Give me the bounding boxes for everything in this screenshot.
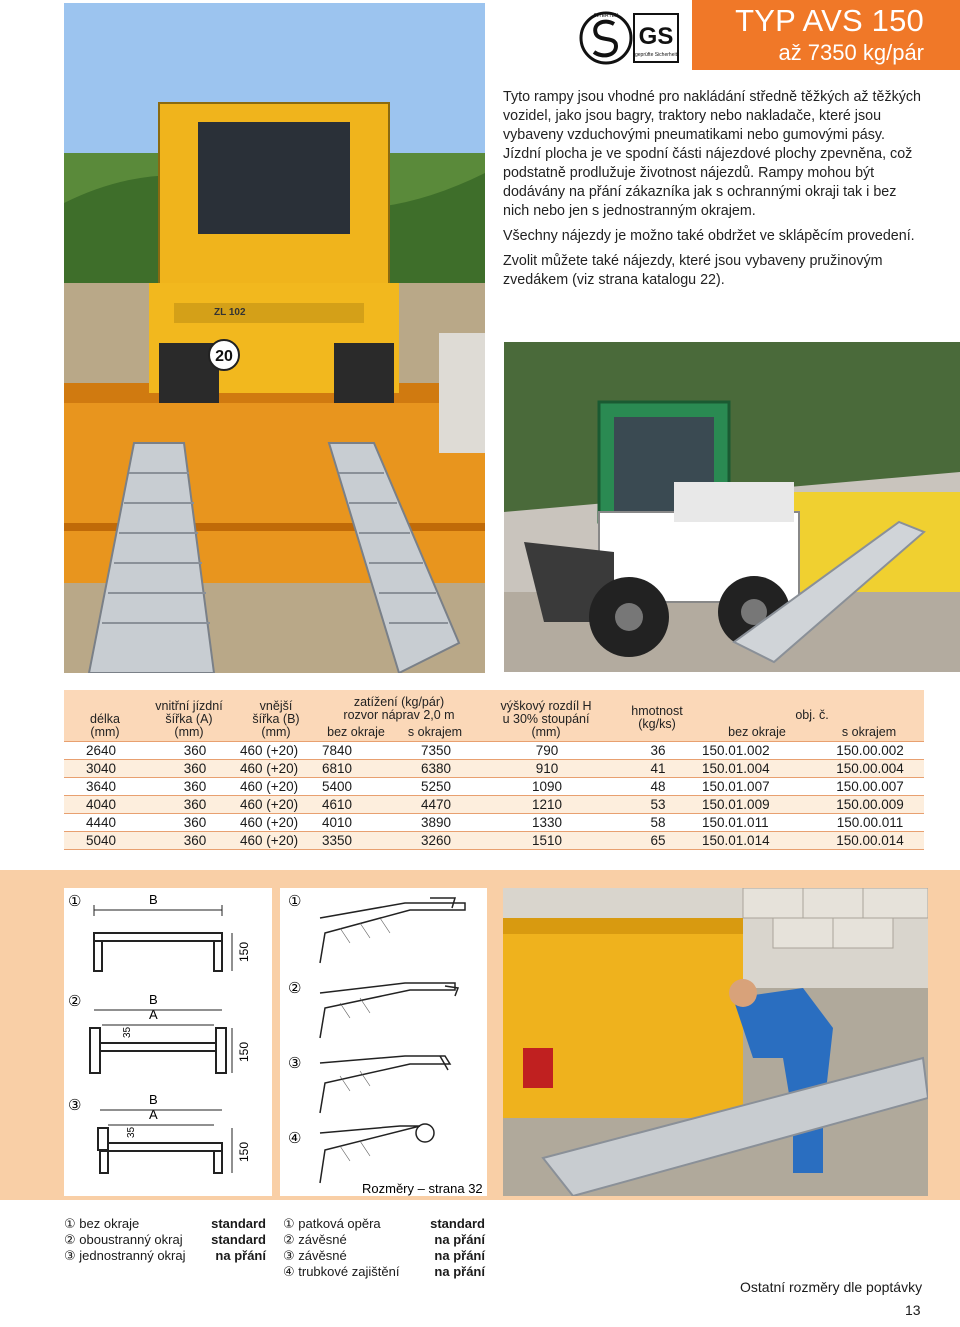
table-row [64, 832, 924, 850]
legend-row: ② oboustranný okraj standard [64, 1232, 266, 1247]
table-cell: 41 [614, 760, 700, 778]
table-cell: 150.01.009 [700, 796, 814, 814]
table-cell: 4440 [64, 814, 146, 832]
end-drawing-4-number: ④ [288, 1130, 302, 1147]
photo-worker-with-ramp [503, 888, 928, 1196]
table-cell: 4610 [320, 796, 392, 814]
legend-row: ① patková opěra standard [283, 1216, 485, 1231]
header-inner-width: vnitřní jízdní šířka (A) (mm) [146, 690, 232, 742]
table-cell: 360 [146, 796, 232, 814]
legend-row: ③ závěsné na přání [283, 1248, 485, 1263]
photo-loader-on-ramps [64, 3, 485, 673]
table-cell: 150.00.007 [814, 778, 924, 796]
title-banner [692, 0, 960, 70]
drawing-3-number: ③ [68, 1097, 82, 1114]
table-cell: 6380 [392, 760, 478, 778]
table-cell: 460 (+20) [232, 796, 320, 814]
table-cell: 7840 [320, 742, 392, 760]
table-row [64, 760, 924, 778]
table-row [64, 814, 924, 832]
table-cell: 790 [478, 742, 614, 760]
table-row [64, 796, 924, 814]
table-row [64, 778, 924, 796]
drawing-2-label-a: A [149, 1007, 158, 1022]
dimensions-reference: Rozměry – strana 32 [362, 1181, 483, 1196]
table-cell: 4470 [392, 796, 478, 814]
table-cell: 4040 [64, 796, 146, 814]
table-cell: 6810 [320, 760, 392, 778]
header-load-with-edge: s okrajem [392, 724, 478, 742]
header-load-no-edge: bez okraje [320, 724, 392, 742]
drawing-2-height: 150 [237, 1041, 251, 1062]
product-capacity: až 7350 kg/pár [778, 40, 924, 65]
table-header-row [64, 690, 924, 724]
drawing-2-number: ② [68, 993, 82, 1010]
logo-letters: GS [638, 23, 674, 50]
cross-section-drawings [64, 888, 272, 1196]
table-cell: 360 [146, 814, 232, 832]
drawing-1-label-b: B [149, 892, 158, 907]
header-order-number: obj. č. [700, 690, 924, 724]
table-cell: 2640 [64, 742, 146, 760]
table-cell: 150.01.002 [700, 742, 814, 760]
edge-type-legend [64, 1216, 266, 1264]
table-cell: 1330 [478, 814, 614, 832]
table-cell: 58 [614, 814, 700, 832]
drawing-3-edge-height: 35 [126, 1126, 137, 1138]
table-cell: 150.01.004 [700, 760, 814, 778]
footer-note: Ostatní rozměry dle poptávky [740, 1279, 923, 1295]
table-cell: 150.00.011 [814, 814, 924, 832]
end-drawing-2-number: ② [288, 980, 302, 997]
table-cell: 150.01.014 [700, 832, 814, 850]
drawing-2-edge-height: 35 [122, 1026, 133, 1038]
drawing-1-number: ① [68, 893, 82, 910]
table-cell: 460 (+20) [232, 760, 320, 778]
table-cell: 150.00.014 [814, 832, 924, 850]
table-cell: 5040 [64, 832, 146, 850]
table-cell: 1090 [478, 778, 614, 796]
table-cell: 460 (+20) [232, 832, 320, 850]
header-weight: hmotnost (kg/ks) [614, 690, 700, 742]
drawing-3-label-b: B [149, 1092, 158, 1107]
ramp-end-drawings [280, 888, 487, 1196]
table-cell: 360 [146, 760, 232, 778]
drawing-2-label-b: B [149, 992, 158, 1007]
table-cell: 3640 [64, 778, 146, 796]
table-cell: 460 (+20) [232, 742, 320, 760]
header-length: délka (mm) [64, 690, 146, 742]
table-cell: 1510 [478, 832, 614, 850]
table-cell: 150.01.007 [700, 778, 814, 796]
drawing-3-label-a: A [149, 1107, 158, 1122]
intro-paragraph-2: Všechny nájezdy je možno také obdržet ve sklápěcím provedení. [503, 228, 915, 244]
spec-table-body [64, 742, 924, 850]
photo-wheel-loader [504, 342, 960, 672]
table-cell: 3890 [392, 814, 478, 832]
logo-small-text: INTERTEK [593, 13, 619, 19]
table-cell: 360 [146, 832, 232, 850]
table-cell: 3260 [392, 832, 478, 850]
table-cell: 150.00.004 [814, 760, 924, 778]
legend-row: ③ jednostranný okraj na přání [64, 1248, 266, 1263]
table-cell: 3040 [64, 760, 146, 778]
end-type-legend [283, 1216, 485, 1280]
header-order-with-edge: s okrajem [814, 724, 924, 742]
legend-row: ① bez okraje standard [64, 1216, 266, 1231]
header-order-no-edge: bez okraje [700, 724, 814, 742]
logo-caption: geprüfte Sicherheit [635, 52, 677, 58]
table-cell: 7350 [392, 742, 478, 760]
table-cell: 460 (+20) [232, 778, 320, 796]
table-cell: 150.00.002 [814, 742, 924, 760]
vehicle-number: 20 [215, 348, 233, 365]
page-number: 13 [905, 1302, 921, 1318]
table-cell: 53 [614, 796, 700, 814]
table-cell: 150.00.009 [814, 796, 924, 814]
table-cell: 48 [614, 778, 700, 796]
table-cell: 65 [614, 832, 700, 850]
table-cell: 4010 [320, 814, 392, 832]
table-cell: 3350 [320, 832, 392, 850]
table-cell: 150.01.011 [700, 814, 814, 832]
table-cell: 360 [146, 778, 232, 796]
drawing-1-height: 150 [237, 941, 251, 962]
drawing-3-height: 150 [237, 1141, 251, 1162]
header-height-difference: výškový rozdíl H u 30% stoupání (mm) [478, 690, 614, 742]
intro-text [503, 88, 923, 296]
table-cell: 5400 [320, 778, 392, 796]
header-outer-width: vnější šířka (B) (mm) [232, 690, 320, 742]
table-cell: 36 [614, 742, 700, 760]
end-drawing-1-number: ① [288, 893, 302, 910]
table-cell: 1210 [478, 796, 614, 814]
product-title: TYP AVS 150 [735, 3, 924, 38]
intro-paragraph-3: Zvolit můžete také nájezdy, které jsou vybaveny pružinovým zvedákem (viz strana katalogu 22). [503, 253, 883, 288]
table-cell: 5250 [392, 778, 478, 796]
spec-table [64, 690, 924, 850]
intro-paragraph-1: Tyto rampy jsou vhodné pro nakládání středně těžkých až těžkých vozidel, jako jsou bagry, traktory nebo nakladače, které jsou vybaveny vzduchovými pneumatikami nebo gumovými pásy. Jízdní plocha je ve spodní části nájezdové plochy zpevněna, což podstatně prodlužuje životnost nájezdů. Rampy mohou být dodávány na přání zákazníka jak s ochrannými okraji tak i bez nich nebo jen s jednostranným okrajem. [503, 89, 922, 219]
vehicle-model: ZL 102 [214, 307, 246, 318]
table-row [64, 742, 924, 760]
legend-row: ④ trubkové zajištění na přání [283, 1264, 485, 1279]
table-cell: 460 (+20) [232, 814, 320, 832]
table-cell: 360 [146, 742, 232, 760]
gs-certification-logo [578, 10, 680, 66]
table-cell: 910 [478, 760, 614, 778]
end-drawing-3-number: ③ [288, 1055, 302, 1072]
legend-row: ② závěsné na přání [283, 1232, 485, 1247]
header-load: zatížení (kg/pár) rozvor náprav 2,0 m [320, 690, 478, 724]
